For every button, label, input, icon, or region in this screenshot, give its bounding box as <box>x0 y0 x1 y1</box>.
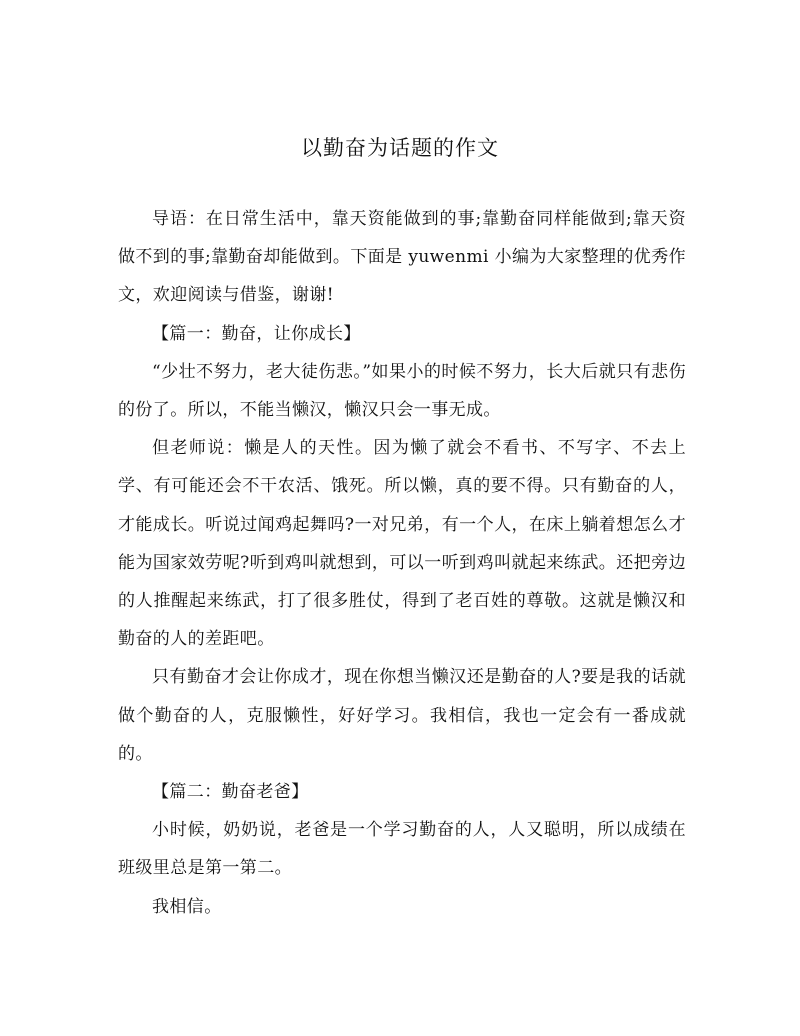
document-body <box>118 200 686 926</box>
paragraph: “少壮不努力，老大徒伤悲。”如果小的时候不努力，长大后就只有悲伤的份了。所以，不能当懒汉，懒汉只会一事无成。 <box>118 361 686 421</box>
paragraph: 但老师说：懒是人的天性。因为懒了就会不看书、不写字、不去上学、有可能还会不干农活、饿死。所以懒，真的要不得。只有勤奋的人，才能成长。听说过闻鸡起舞吗?一对兄弟，有一个人，在床上躺着想怎么才能为国家效劳呢?听到鸡叫就想到，可以一听到鸡叫就起来练武。还把旁边的人推醒起来练武，打了很多胜仗，得到了老百姓的尊敬。这就是懒汉和勤奋的人的差距吧。 <box>118 438 686 650</box>
document-title: 以勤奋为话题的作文 <box>301 136 499 160</box>
paragraph: 小时候，奶奶说，老爸是一个学习勤奋的人，人又聪明，所以成绩在班级里总是第一第二。 <box>118 820 686 879</box>
paragraph-intro: 导语：在日常生活中，靠天资能做到的事;靠勤奋同样能做到;靠天资做不到的事;靠勤奋却能做到。下面是 yuwenmi 小编为大家整理的优秀作文，欢迎阅读与借鉴，谢谢! <box>118 209 687 306</box>
section-heading-2: 【篇二：勤奋老爸】 <box>152 782 309 803</box>
paragraph: 我相信。 <box>152 896 222 917</box>
section-heading-1: 【篇一：勤奋，让你成长】 <box>152 323 361 344</box>
paragraph: 只有勤奋才会让你成才，现在你想当懒汉还是勤奋的人?要是我的话就做个勤奋的人，克服懒性，好好学习。我相信，我也一定会有一番成就的。 <box>118 667 686 764</box>
